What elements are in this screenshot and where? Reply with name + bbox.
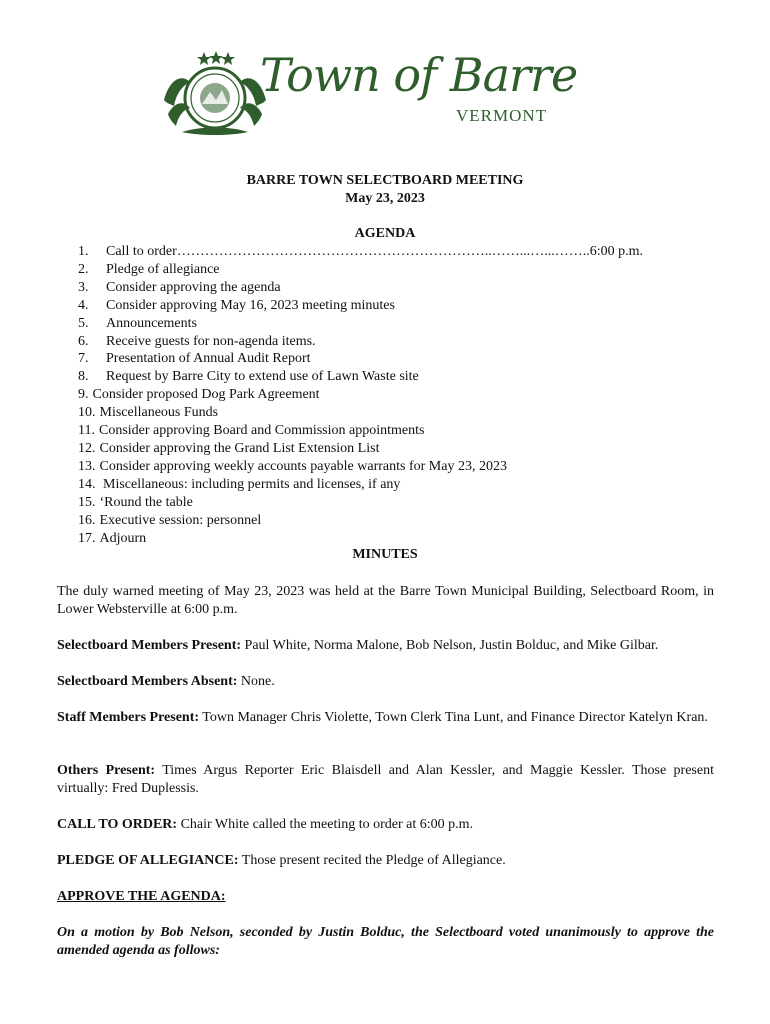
- agenda-item: 7. Presentation of Annual Audit Report: [78, 351, 311, 367]
- agenda-item: 10. Miscellaneous Funds: [78, 405, 219, 421]
- agenda-list: [78, 243, 643, 547]
- agenda-item: 2. Pledge of allegiance: [78, 261, 220, 277]
- town-logo: [160, 48, 578, 138]
- members-present: Selectboard Members Present: Paul White, Norma Malone, Bob Nelson, Justin Bolduc, and Mike Gilbar.: [57, 638, 659, 653]
- approve-agenda-heading: APPROVE THE AGENDA:: [57, 889, 226, 904]
- agenda-item: 15. ‘Round the table: [78, 494, 193, 510]
- agenda-item: 16. Executive session: personnel: [78, 512, 262, 528]
- call-to-order: CALL TO ORDER: Chair White called the meeting to order at 6:00 p.m.: [57, 817, 474, 832]
- agenda-item: 14. Miscellaneous: including permits and licenses, if any: [78, 476, 401, 492]
- members-absent: Selectboard Members Absent: None.: [57, 674, 275, 689]
- agenda-item: 12. Consider approving the Grand List Extension List: [78, 440, 380, 456]
- staff-present: Staff Members Present: Town Manager Chris Violette, Town Clerk Tina Lunt, and Finance Director Katelyn Kran.: [57, 710, 708, 725]
- agenda-item: 4. Consider approving May 16, 2023 meeting minutes: [78, 297, 395, 313]
- brand-name: Town of Barre: [260, 48, 578, 102]
- agenda-item: 11. Consider approving Board and Commission appointments: [78, 423, 425, 439]
- document-title: BARRE TOWN SELECTBOARD MEETING: [246, 173, 524, 188]
- minutes-heading: MINUTES: [352, 547, 418, 562]
- meeting-date: May 23, 2023: [345, 191, 425, 206]
- agenda-motion: On a motion by Bob Nelson, seconded by Justin Bolduc, the Selectboard voted unanimously to approve the amended agenda as follows:: [57, 925, 714, 958]
- brand-state: VERMONT: [456, 106, 548, 125]
- agenda-heading: AGENDA: [354, 226, 416, 241]
- others-present: Others Present: Times Argus Reporter Eric Blaisdell and Alan Kessler, and Maggie Kessler. Those present virtually: Fred Duplessis.: [57, 763, 714, 796]
- agenda-item: 6. Receive guests for non-agenda items.: [78, 333, 316, 349]
- town-seal-icon: [160, 48, 270, 138]
- agenda-item: 1. Call to order…………………………………………………………..……...…...……..6:00 p.m.: [78, 244, 644, 259]
- agenda-item: 17. Adjourn: [78, 530, 147, 546]
- minutes-intro: The duly warned meeting of May 23, 2023 was held at the Barre Town Municipal Building, Selectboard Room, in Lower Websterville at 6:00 p.m.: [57, 584, 714, 617]
- agenda-item: 9. Consider proposed Dog Park Agreement: [78, 387, 320, 403]
- agenda-item: 13. Consider approving weekly accounts payable warrants for May 23, 2023: [78, 458, 507, 474]
- agenda-item: 3. Consider approving the agenda: [78, 279, 281, 295]
- pledge-of-allegiance: PLEDGE OF ALLEGIANCE: Those present recited the Pledge of Allegiance.: [57, 853, 506, 868]
- agenda-item: 5. Announcements: [78, 315, 197, 331]
- agenda-item: 8. Request by Barre City to extend use of Lawn Waste site: [78, 369, 419, 385]
